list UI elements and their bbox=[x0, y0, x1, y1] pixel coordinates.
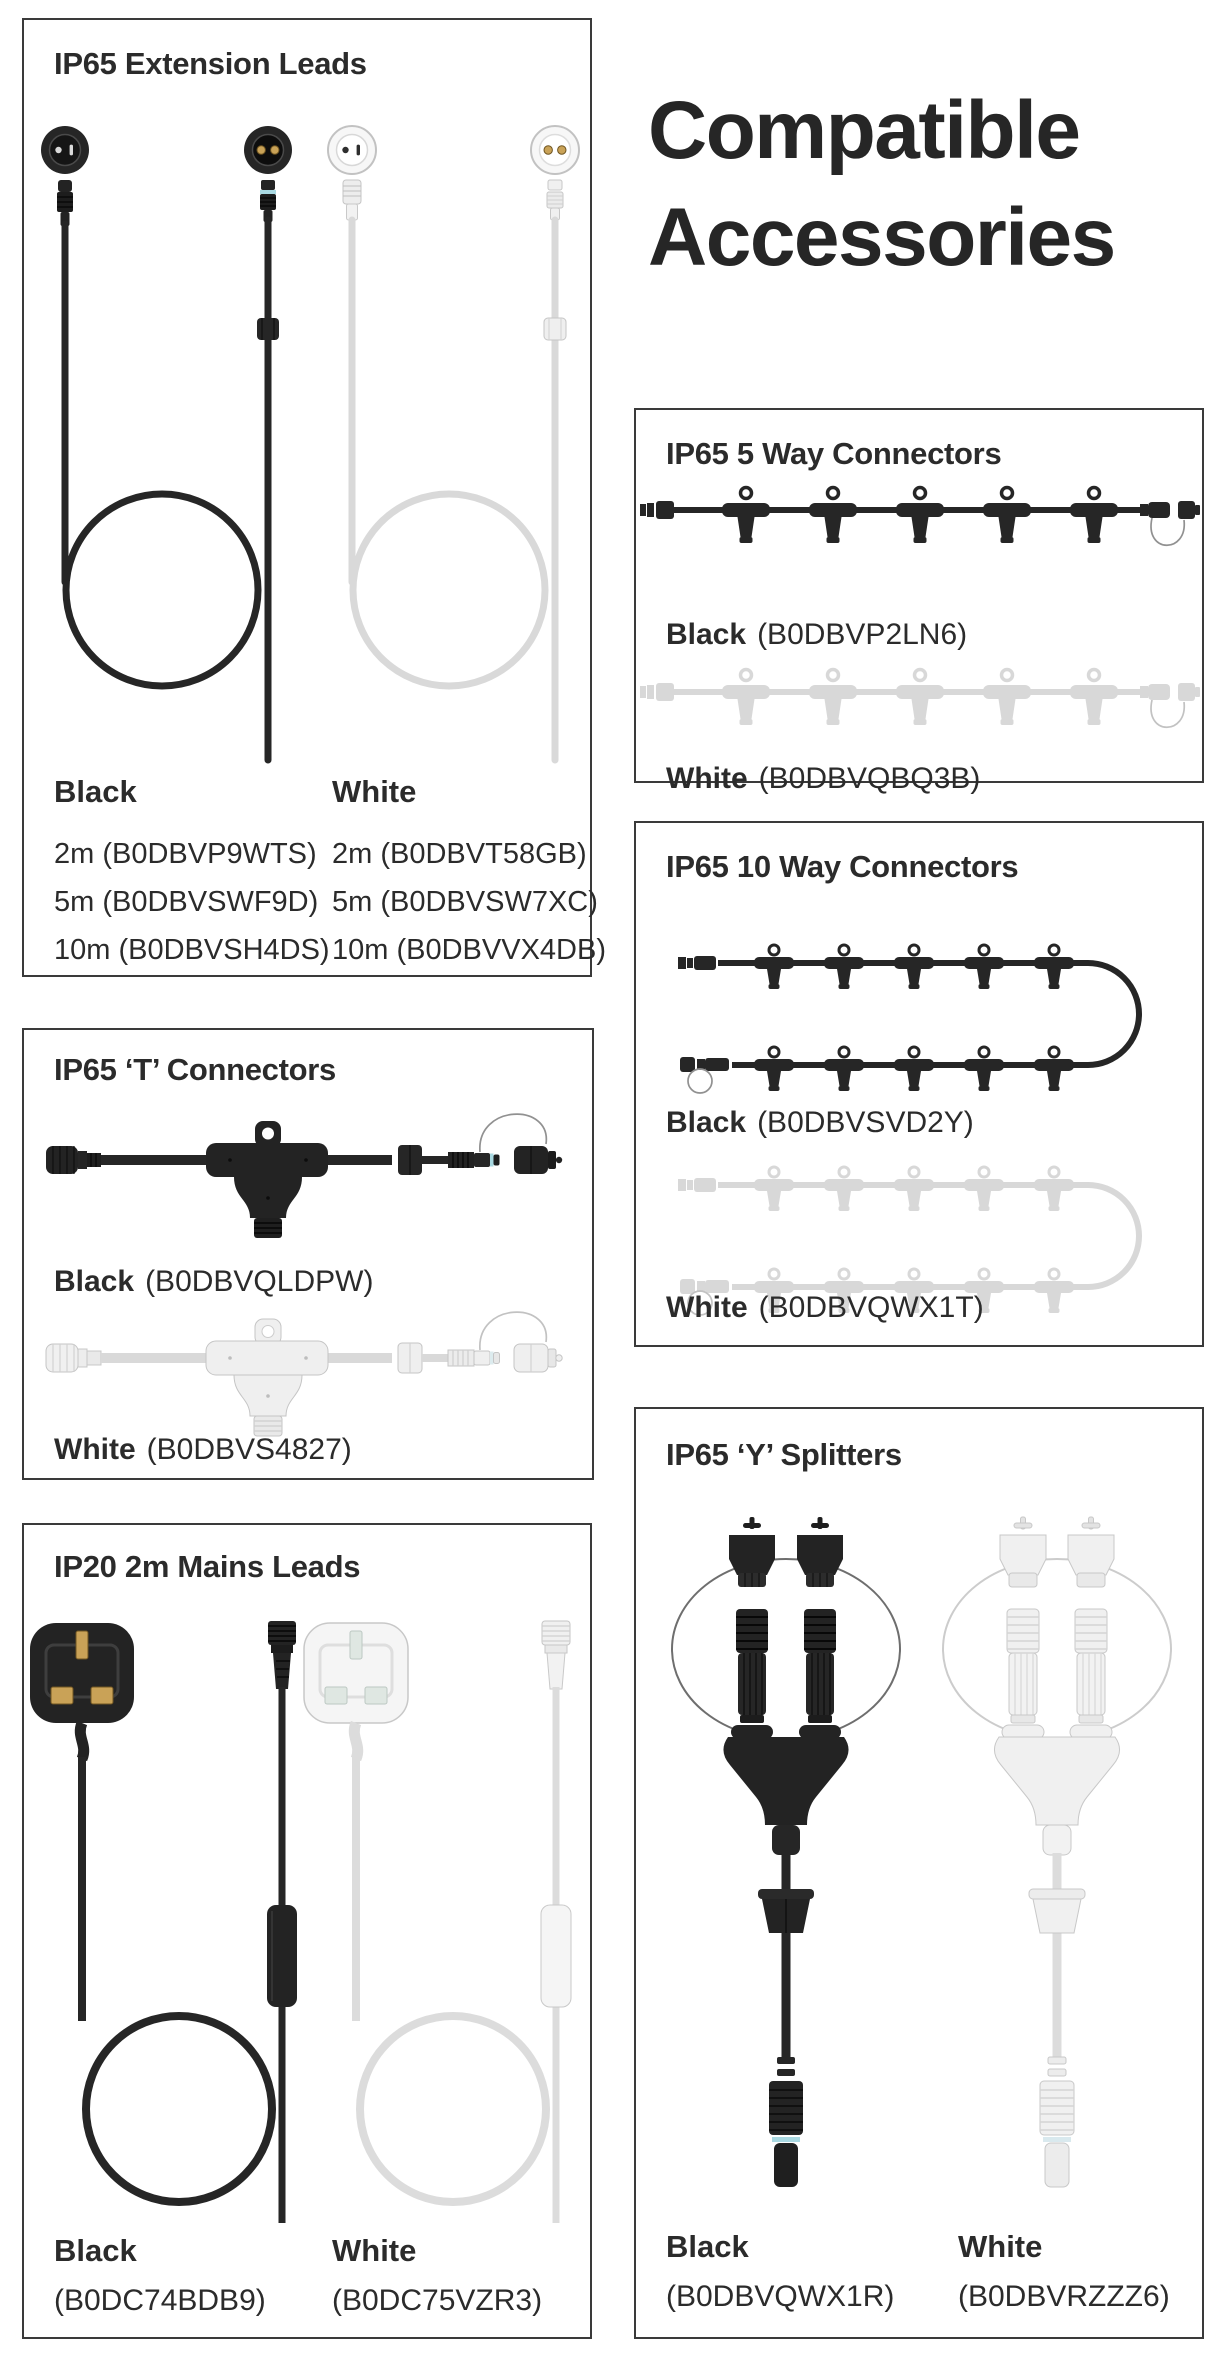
mains-leads-illustration bbox=[24, 1613, 590, 2223]
y-black-label bbox=[666, 2229, 894, 2314]
10way-title: IP65 10 Way Connectors bbox=[666, 849, 1019, 884]
mains-white-label bbox=[332, 2233, 542, 2318]
y-splitter-black-illustration bbox=[672, 1517, 900, 2187]
t-connectors-title: IP65 ‘T’ Connectors bbox=[54, 1052, 336, 1087]
extension-black-2m: 2m (B0DBVP9WTS) bbox=[54, 838, 317, 870]
t-black-label bbox=[54, 1265, 373, 1299]
10way-black-illustration bbox=[636, 941, 1202, 1093]
page-title-line2: Accessories bbox=[648, 191, 1115, 283]
t-connector-black-illustration bbox=[40, 1110, 580, 1252]
extension-leads-title: IP65 Extension Leads bbox=[54, 46, 367, 81]
black-pin-connector-face-icon bbox=[244, 126, 292, 174]
t-black-code: (B0DBVQLDPW) bbox=[145, 1265, 374, 1298]
section-5way-connectors bbox=[634, 408, 1204, 795]
10way-black-code: (B0DBVSVD2Y) bbox=[757, 1106, 974, 1139]
5way-black-label bbox=[666, 618, 967, 652]
10way-black-label bbox=[666, 1106, 974, 1140]
t-white-name: White bbox=[54, 1433, 136, 1466]
extension-white-heading: White bbox=[332, 774, 417, 809]
section-extension-leads bbox=[22, 18, 606, 977]
5way-black-code: (B0DBVP2LN6) bbox=[757, 618, 968, 651]
5way-title: IP65 5 Way Connectors bbox=[666, 436, 1002, 471]
extension-white-column bbox=[332, 768, 606, 974]
black-extension-lead-straight bbox=[257, 180, 279, 760]
y-white-name: White bbox=[958, 2229, 1043, 2264]
black-socket-connector-face-icon bbox=[41, 126, 89, 174]
extension-black-10m: 10m (B0DBVSH4DS) bbox=[54, 934, 330, 966]
uk-plug-black-illustration bbox=[30, 1623, 272, 2202]
mains-white-name: White bbox=[332, 2233, 417, 2268]
y-splitter-white-illustration bbox=[943, 1517, 1171, 2187]
5way-black-name: Black bbox=[666, 618, 747, 651]
section-mains-leads bbox=[22, 1523, 592, 2339]
y-black-code: (B0DBVQWX1R) bbox=[666, 2280, 895, 2313]
white-socket-connector-face-icon bbox=[328, 126, 376, 174]
white-extension-lead-straight bbox=[544, 180, 566, 760]
t-connector-white-illustration bbox=[40, 1308, 580, 1450]
black-extension-lead-looped bbox=[57, 180, 258, 686]
y-white-code: (B0DBVRZZZ6) bbox=[958, 2280, 1170, 2313]
extension-white-2m: 2m (B0DBVT58GB) bbox=[332, 838, 587, 870]
page-title bbox=[648, 78, 1208, 291]
y-splitters-illustration bbox=[636, 1501, 1202, 2231]
y-black-name: Black bbox=[666, 2229, 749, 2264]
mains-black-code: (B0DC74BDB9) bbox=[54, 2284, 266, 2317]
extension-black-column bbox=[54, 768, 330, 974]
extension-black-heading: Black bbox=[54, 774, 137, 809]
section-y-splitters bbox=[634, 1407, 1204, 2339]
extension-black-5m: 5m (B0DBVSWF9D) bbox=[54, 886, 319, 918]
mains-leads-title: IP20 2m Mains Leads bbox=[54, 1549, 361, 1584]
white-pin-connector-face-icon bbox=[531, 126, 579, 174]
5way-white-label bbox=[666, 762, 980, 796]
mains-white-code: (B0DC75VZR3) bbox=[332, 2284, 543, 2317]
10way-white-label bbox=[666, 1291, 984, 1325]
section-10way-connectors bbox=[634, 821, 1204, 1347]
t-black-name: Black bbox=[54, 1265, 135, 1298]
page-title-line1: Compatible bbox=[648, 85, 1080, 176]
extension-leads-illustration bbox=[24, 112, 590, 767]
5way-white-code: (B0DBVQBQ3B) bbox=[758, 762, 981, 795]
mains-black-name: Black bbox=[54, 2233, 137, 2268]
extension-white-5m: 5m (B0DBVSW7XC) bbox=[332, 886, 598, 918]
t-white-code: (B0DBVS4827) bbox=[146, 1433, 352, 1466]
t-white-label bbox=[54, 1433, 352, 1467]
10way-white-code: (B0DBVQWX1T) bbox=[758, 1291, 984, 1324]
10way-white-name: White bbox=[666, 1291, 748, 1324]
section-t-connectors bbox=[22, 1028, 594, 1480]
mains-black-label bbox=[54, 2233, 266, 2318]
uk-plug-white-illustration bbox=[304, 1623, 546, 2202]
y-white-label bbox=[958, 2229, 1170, 2314]
5way-black-illustration bbox=[636, 470, 1202, 602]
5way-white-name: White bbox=[666, 762, 748, 795]
10way-black-name: Black bbox=[666, 1106, 747, 1139]
extension-white-10m: 10m (B0DBVVX4DB) bbox=[332, 934, 606, 966]
y-splitters-title: IP65 ‘Y’ Splitters bbox=[666, 1437, 902, 1472]
white-extension-lead-looped bbox=[343, 180, 545, 686]
